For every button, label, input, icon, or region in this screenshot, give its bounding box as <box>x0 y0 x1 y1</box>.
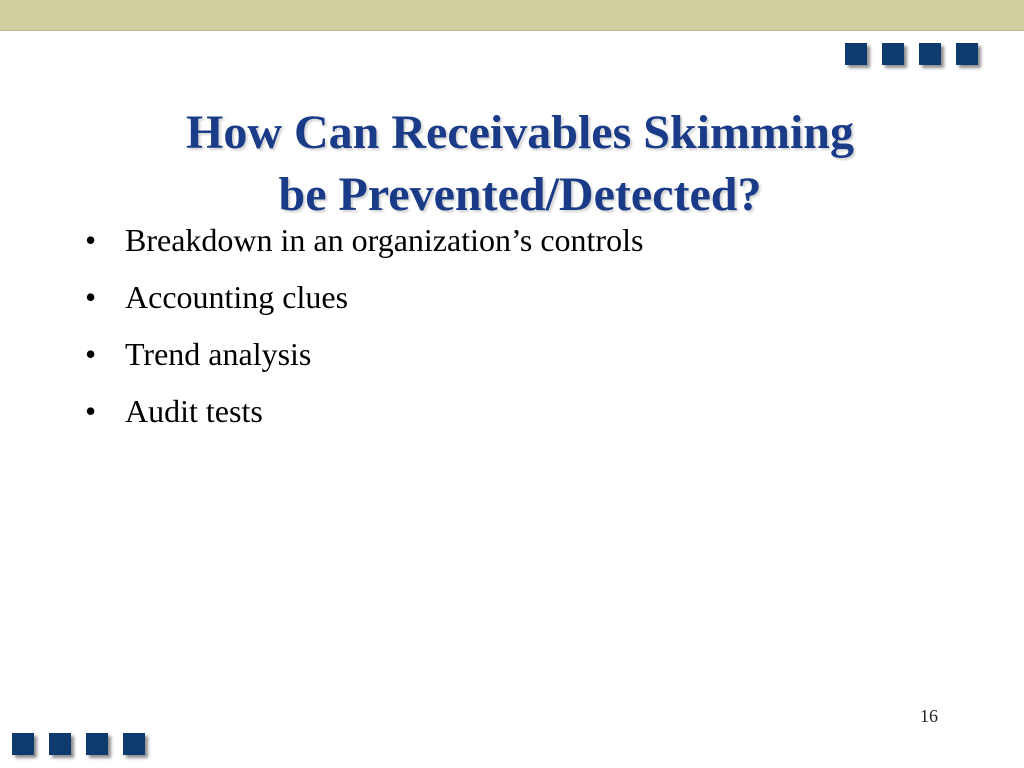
bullet-icon: • <box>85 336 97 372</box>
top-band <box>0 0 1024 31</box>
square-icon <box>919 43 941 65</box>
bullet-icon: • <box>85 393 97 429</box>
square-icon <box>956 43 978 65</box>
bullet-item <box>85 383 643 440</box>
bullet-text: Audit tests <box>125 393 263 429</box>
bullet-item <box>85 212 643 269</box>
square-icon <box>882 43 904 65</box>
bullet-icon: • <box>85 222 97 258</box>
top-right-square-group <box>845 43 978 65</box>
square-icon <box>12 733 34 755</box>
bullet-icon: • <box>85 279 97 315</box>
square-icon <box>49 733 71 755</box>
bullet-list <box>85 212 643 440</box>
square-icon <box>845 43 867 65</box>
square-icon <box>123 733 145 755</box>
slide-title-line-1: How Can Receivables Skimming <box>185 106 854 160</box>
bullet-text: Accounting clues <box>125 279 349 315</box>
bullet-text: Breakdown in an organization’s controls <box>125 222 644 258</box>
square-icon <box>86 733 108 755</box>
slide-title <box>60 102 980 226</box>
bullet-item <box>85 269 643 326</box>
slide-number: 16 <box>920 706 938 726</box>
slide-title-line-2: be Prevented/Detected? <box>278 168 762 222</box>
bottom-left-square-group <box>12 733 145 755</box>
bullet-text: Trend analysis <box>125 336 312 372</box>
bullet-item <box>85 326 643 383</box>
